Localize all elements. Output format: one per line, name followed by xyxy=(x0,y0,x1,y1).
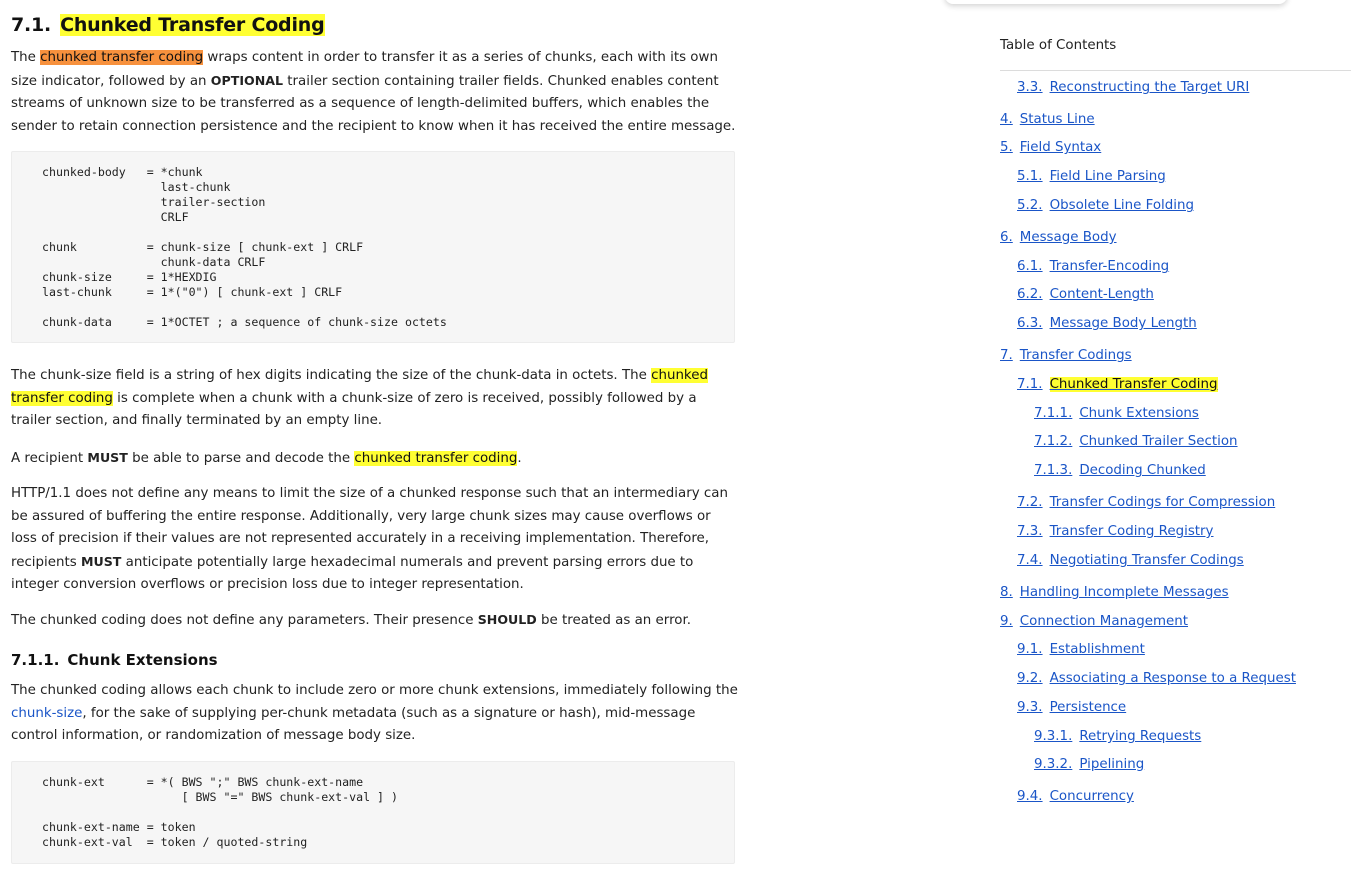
toc-item-label: Associating a Response to a Request xyxy=(1049,671,1296,686)
toc-item-label: Connection Management xyxy=(1019,614,1189,629)
toc-item-label: Chunked Trailer Section xyxy=(1079,434,1238,449)
toc-item[interactable] xyxy=(1017,670,1296,688)
toc-item-label: Transfer Codings xyxy=(1019,348,1132,363)
toc-card-edge xyxy=(945,0,1287,4)
toc-item-number: 9. xyxy=(1000,614,1013,629)
toc-item-label: Content-Length xyxy=(1049,287,1154,302)
toc-item[interactable] xyxy=(1000,347,1132,365)
abnf-chunk-ext: chunk-ext = *( BWS ";" BWS chunk-ext-name [ BWS "=" BWS chunk-ext-val ] ) chunk-ext-name = token chunk-ext-val = token / quoted-string xyxy=(42,775,398,849)
toc-item[interactable] xyxy=(1034,405,1199,423)
subsection-heading xyxy=(11,651,218,669)
toc-item-label: Negotiating Transfer Codings xyxy=(1049,553,1244,568)
toc-item[interactable] xyxy=(1017,168,1166,186)
toc-item-label: Pipelining xyxy=(1079,757,1145,772)
toc-item-number: 7.1.3. xyxy=(1034,463,1073,478)
toc-item[interactable] xyxy=(1000,139,1101,157)
toc-item-number: 6. xyxy=(1000,230,1013,245)
toc-item[interactable] xyxy=(1000,111,1095,129)
parameters-paragraph: The chunked coding does not define any parameters. Their presence SHOULD be treated as an error. xyxy=(11,612,691,628)
toc-item-number: 6.3. xyxy=(1017,316,1043,331)
toc-item-label: Retrying Requests xyxy=(1079,729,1202,744)
toc-item-number: 7.2. xyxy=(1017,495,1043,510)
toc-item-number: 9.3.1. xyxy=(1034,729,1073,744)
intro-paragraph: The chunked transfer coding wraps content in order to transfer it as a series of chunks, each with its own size indicator, followed by an OPTIONAL trailer section containing trailer fields. Chunked enables content streams of unknown size to be transferred as a sequence of length-delimited buffers, which enables the sender to retain connection persistence and the recipient to know when it has received the entire message. xyxy=(11,50,736,134)
toc-item[interactable] xyxy=(1017,79,1249,97)
toc-item[interactable] xyxy=(1017,286,1154,304)
toc-item-number: 7. xyxy=(1000,348,1013,363)
subsection-title: Chunk Extensions xyxy=(67,651,218,669)
toc-item-label: Decoding Chunked xyxy=(1079,463,1206,478)
toc-item-number: 4. xyxy=(1000,112,1013,127)
toc-item-label: Message Body Length xyxy=(1049,316,1197,331)
section-number: 7.1. xyxy=(11,14,52,36)
keyword-should: SHOULD xyxy=(477,612,537,627)
toc-item-number: 8. xyxy=(1000,585,1013,600)
toc-item-label: Chunked Transfer Coding xyxy=(1049,377,1218,392)
toc-item[interactable] xyxy=(1017,258,1169,276)
toc-item[interactable] xyxy=(1017,197,1194,215)
toc-item-number: 5. xyxy=(1000,140,1013,155)
toc-divider xyxy=(1000,70,1351,71)
toc-item-number: 7.4. xyxy=(1017,553,1043,568)
toc-item[interactable] xyxy=(1000,229,1117,247)
search-highlight-active: chunked transfer coding xyxy=(40,50,204,65)
toc-item-number: 9.1. xyxy=(1017,642,1043,657)
toc-item-label: Field Syntax xyxy=(1019,140,1102,155)
toc-item[interactable] xyxy=(1017,641,1145,659)
toc-item-label: Reconstructing the Target URI xyxy=(1049,80,1250,95)
recipient-paragraph: A recipient MUST be able to parse and decode the chunked transfer coding. xyxy=(11,450,522,466)
toc-item-number: 6.1. xyxy=(1017,259,1043,274)
toc-item-label: Message Body xyxy=(1019,230,1117,245)
toc-item[interactable] xyxy=(1034,462,1206,480)
toc-item-label: Establishment xyxy=(1049,642,1145,657)
toc-item-label: Handling Incomplete Messages xyxy=(1019,585,1229,600)
toc-item[interactable] xyxy=(1017,523,1214,541)
toc-item-number: 9.3. xyxy=(1017,700,1043,715)
abnf-chunked-body: chunked-body = *chunk last-chunk trailer-section CRLF chunk = chunk-size [ chunk-ext ] CRLF chunk-data CRLF chunk-size = 1*HEXDIG last-chunk = 1*("0") [ chunk-ext ] CRLF chunk-data = 1*OCTET ; a sequence of chunk-size octets xyxy=(42,165,447,329)
chunk-size-link[interactable]: chunk-size xyxy=(11,705,83,721)
toc-item-number: 7.3. xyxy=(1017,524,1043,539)
code-block-chunk-ext xyxy=(11,761,735,864)
toc-item-label: Transfer-Encoding xyxy=(1049,259,1170,274)
toc-item[interactable] xyxy=(1017,376,1218,394)
toc-item-label: Status Line xyxy=(1019,112,1095,127)
toc-item-label: Concurrency xyxy=(1049,789,1134,804)
toc-item-label: Obsolete Line Folding xyxy=(1049,198,1194,213)
toc-item[interactable] xyxy=(1034,756,1144,774)
search-highlight: chunked transfer coding xyxy=(354,451,518,466)
toc-item-number: 9.2. xyxy=(1017,671,1043,686)
code-block-chunked-body xyxy=(11,151,735,343)
keyword-must: MUST xyxy=(80,553,122,569)
toc-item-label: Persistence xyxy=(1049,700,1127,715)
chunk-size-paragraph: The chunk-size field is a string of hex digits indicating the size of the chunk-data in octets. The chunked transfer coding is complete when a chunk with a chunk-size of zero is received, possibly followed by a trailer section, and finally terminated by an empty line. xyxy=(11,368,708,428)
toc-item-number: 7.1.2. xyxy=(1034,434,1073,449)
toc-item[interactable] xyxy=(1017,315,1197,333)
toc-item-number: 9.4. xyxy=(1017,789,1043,804)
chunk-extensions-paragraph: The chunked coding allows each chunk to include zero or more chunk extensions, immediately following the chunk-size, for the sake of supplying per-chunk metadata (such as a signature or hash), mid-message control information, or randomization of message body size. xyxy=(11,683,738,743)
keyword-optional: OPTIONAL xyxy=(210,72,284,88)
toc-item[interactable] xyxy=(1034,728,1201,746)
toc-item-number: 3.3. xyxy=(1017,80,1043,95)
section-title: Chunked Transfer Coding xyxy=(60,14,325,36)
toc-item[interactable] xyxy=(1034,433,1238,451)
toc-item[interactable] xyxy=(1017,494,1275,512)
toc-item-label: Transfer Coding Registry xyxy=(1049,524,1214,539)
toc-item-number: 5.1. xyxy=(1017,169,1043,184)
toc-title: Table of Contents xyxy=(1000,38,1117,53)
section-heading xyxy=(11,14,325,36)
search-highlight: chunked transfer coding xyxy=(11,368,708,406)
toc-item-number: 7.1.1. xyxy=(1034,406,1073,421)
toc-item[interactable] xyxy=(1017,699,1126,717)
keyword-must: MUST xyxy=(87,450,128,465)
toc-item-number: 9.3.2. xyxy=(1034,757,1073,772)
subsection-number: 7.1.1. xyxy=(11,651,60,669)
toc-item[interactable] xyxy=(1000,613,1188,631)
toc-item-label: Chunk Extensions xyxy=(1079,406,1199,421)
toc-item-number: 7.1. xyxy=(1017,377,1043,392)
toc-item[interactable] xyxy=(1000,584,1229,602)
toc-item[interactable] xyxy=(1017,552,1244,570)
toc-item-label: Field Line Parsing xyxy=(1049,169,1166,184)
toc-item[interactable] xyxy=(1017,788,1134,806)
limits-paragraph: HTTP/1.1 does not define any means to limit the size of a chunked response such that an intermediary can be assured of buffering the entire response. Additionally, very large chunk sizes may cause overflows or loss of precision if their values are not represented accurately in a receiving implementation. Therefore, recipients MUST anticipate potentially large hexadecimal numerals and prevent parsing errors due to integer conversion overflows or precision loss due to integer representation. xyxy=(11,486,728,592)
toc-item-label: Transfer Codings for Compression xyxy=(1049,495,1276,510)
toc-item-number: 6.2. xyxy=(1017,287,1043,302)
toc-item-number: 5.2. xyxy=(1017,198,1043,213)
